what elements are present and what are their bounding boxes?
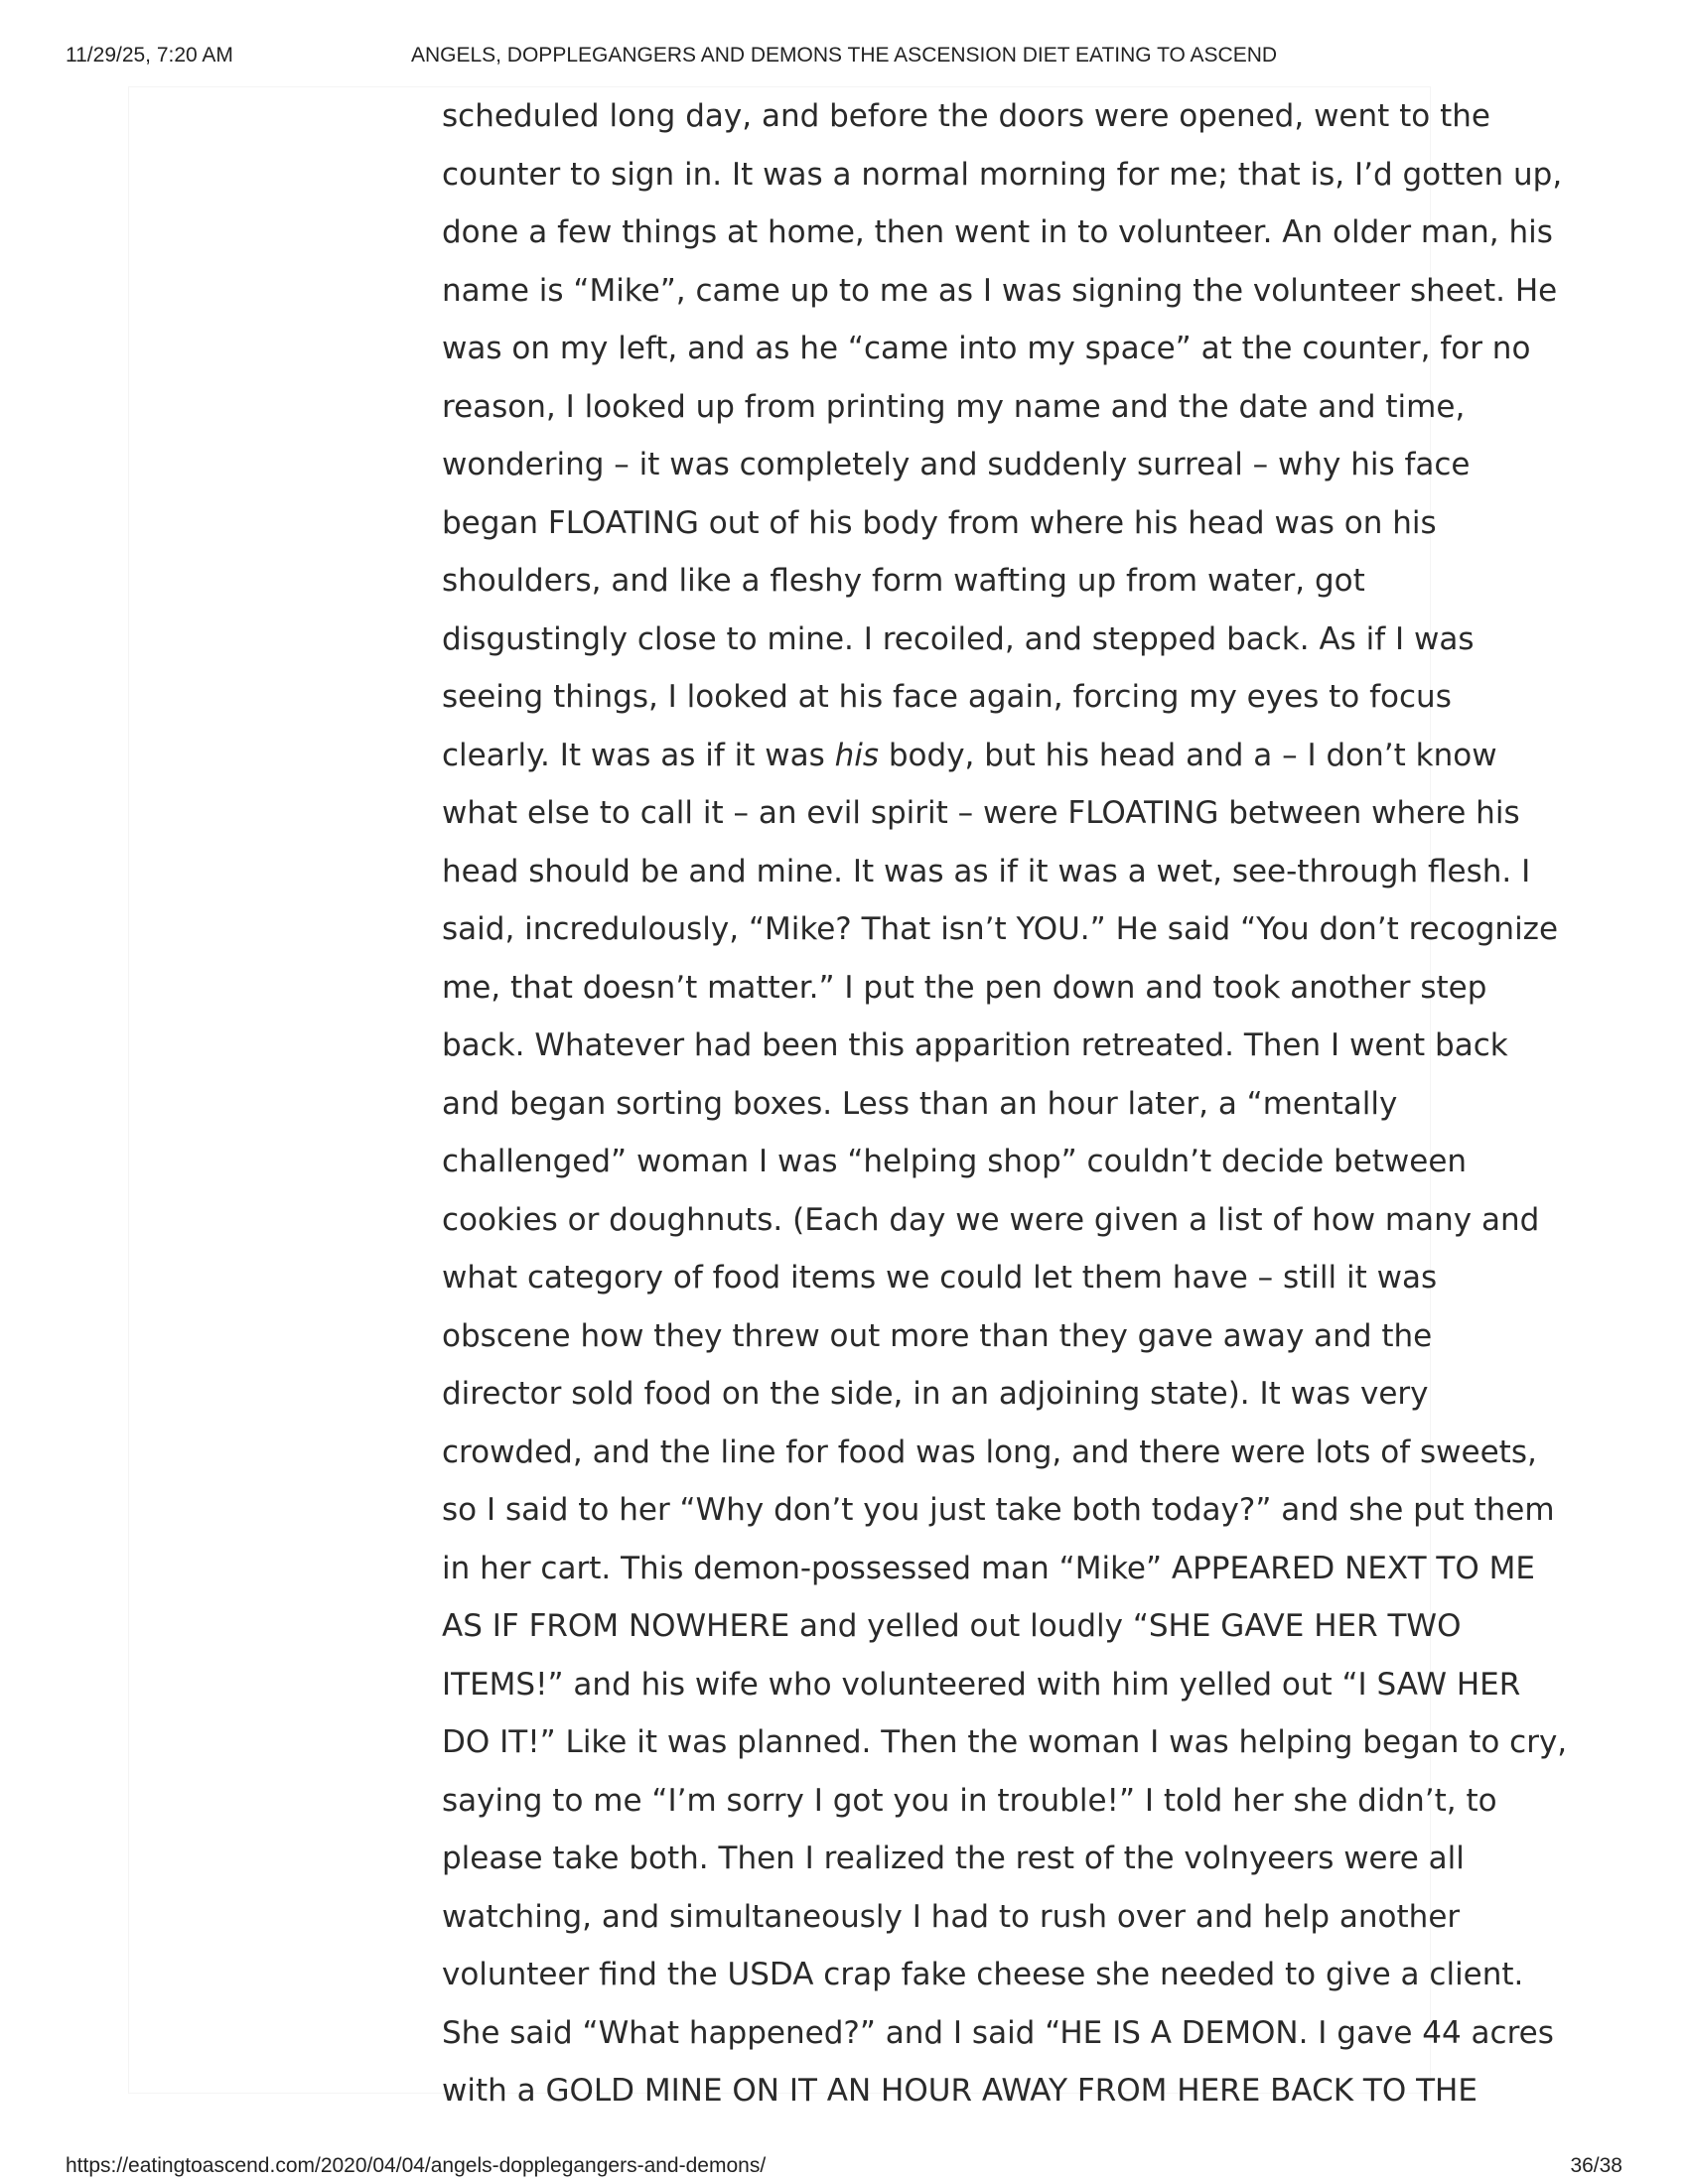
text-line: head should be and mine. It was as if it was a wet, see-through flesh. I — [442, 853, 1531, 889]
text-line: crowded, and the line for food was long, and there were lots of sweets, — [442, 1433, 1537, 1470]
text-line: what category of food items we could let them have – still it was — [442, 1260, 1438, 1296]
text-line: director sold food on the side, in an adjoining state). It was very — [442, 1376, 1429, 1412]
text-line: me, that doesn’t matter.” I put the pen down and took another step — [442, 969, 1487, 1006]
text-line: disgustingly close to mine. I recoiled, and stepped back. As if I was — [442, 620, 1475, 657]
print-header — [0, 44, 1688, 73]
text-line: scheduled long day, and before the doors were opened, went to the — [442, 98, 1490, 134]
text-segment: body, but his head and a – I don’t know — [879, 737, 1497, 773]
page-number: 36/38 — [1570, 2154, 1622, 2177]
page-title: ANGELS, DOPPLEGANGERS AND DEMONS THE ASCENSION DIET EATING TO ASCEND — [410, 44, 1278, 67]
text-line: wondering – it was completely and suddenly surreal – why his face — [442, 447, 1471, 482]
text-line: with a GOLD MINE ON IT AN HOUR AWAY FROM HERE BACK TO THE — [442, 2073, 1477, 2109]
page-url: https://eatingtoascend.com/2020/04/04/angels-dopplegangers-and-demons/ — [66, 2154, 767, 2177]
text-line: counter to sign in. It was a normal morning for me; that is, I’d gotten up, — [442, 156, 1563, 193]
text-line: challenged” woman I was “helping shop” couldn’t decide between — [442, 1144, 1468, 1179]
text-line: obscene how they threw out more than they gave away and the — [442, 1317, 1433, 1354]
text-line: volunteer find the USDA crap fake cheese she needed to give a client. — [442, 1957, 1524, 1992]
text-line: AS IF FROM NOWHERE and yelled out loudly “SHE GAVE HER TWO — [442, 1608, 1462, 1644]
text-line: ITEMS!” and his wife who volunteered with him yelled out “I SAW HER — [442, 1666, 1521, 1703]
text-line: done a few things at home, then went in to volunteer. An older man, his — [442, 214, 1553, 250]
print-datetime: 11/29/25, 7:20 AM — [66, 44, 233, 67]
text-line: name is “Mike”, came up to me as I was signing the volunteer sheet. He — [442, 272, 1558, 309]
text-line: seeing things, I looked at his face again, forcing my eyes to focus — [442, 679, 1452, 715]
text-line: was on my left, and as he “came into my space” at the counter, for no — [442, 331, 1531, 366]
text-line: and began sorting boxes. Less than an hour later, a “mentally — [442, 1085, 1398, 1122]
emphasis-text: his — [834, 737, 880, 773]
text-line: so I said to her “Why don’t you just take both today?” and she put them — [442, 1492, 1555, 1528]
text-line: said, incredulously, “Mike? That isn’t YOU.” He said “You don’t recognize — [442, 911, 1559, 947]
text-line: shoulders, and like a fleshy form wafting up from water, got — [442, 563, 1365, 599]
text-line: please take both. Then I realized the rest of the volnyeers were all — [442, 1841, 1465, 1876]
print-footer — [0, 2154, 1688, 2184]
text-line: what else to call it – an evil spirit – were FLOATING between where his — [442, 795, 1520, 831]
text-line: watching, and simultaneously I had to rush over and help another — [442, 1898, 1461, 1935]
text-line: saying to me “I’m sorry I got you in trouble!” I told her she didn’t, to — [442, 1782, 1497, 1819]
text-line: DO IT!” Like it was planned. Then the woman I was helping began to cry, — [442, 1724, 1568, 1760]
text-line: back. Whatever had been this apparition retreated. Then I went back — [442, 1027, 1508, 1063]
text-segment: clearly. It was as if it was — [442, 737, 835, 773]
text-line-with-emphasis — [442, 727, 1524, 785]
text-line: cookies or doughnuts. (Each day we were given a list of how many and — [442, 1201, 1540, 1238]
text-line: began FLOATING out of his body from where his head was on his — [442, 504, 1437, 541]
text-line: in her cart. This demon-possessed man “Mike” APPEARED NEXT TO ME — [442, 1550, 1535, 1586]
text-line: She said “What happened?” and I said “HE IS A DEMON. I gave 44 acres — [442, 2014, 1554, 2051]
article-page — [129, 87, 1568, 2109]
text-line: reason, I looked up from printing my name and the date and time, — [442, 388, 1466, 425]
article-body — [442, 87, 1568, 2120]
